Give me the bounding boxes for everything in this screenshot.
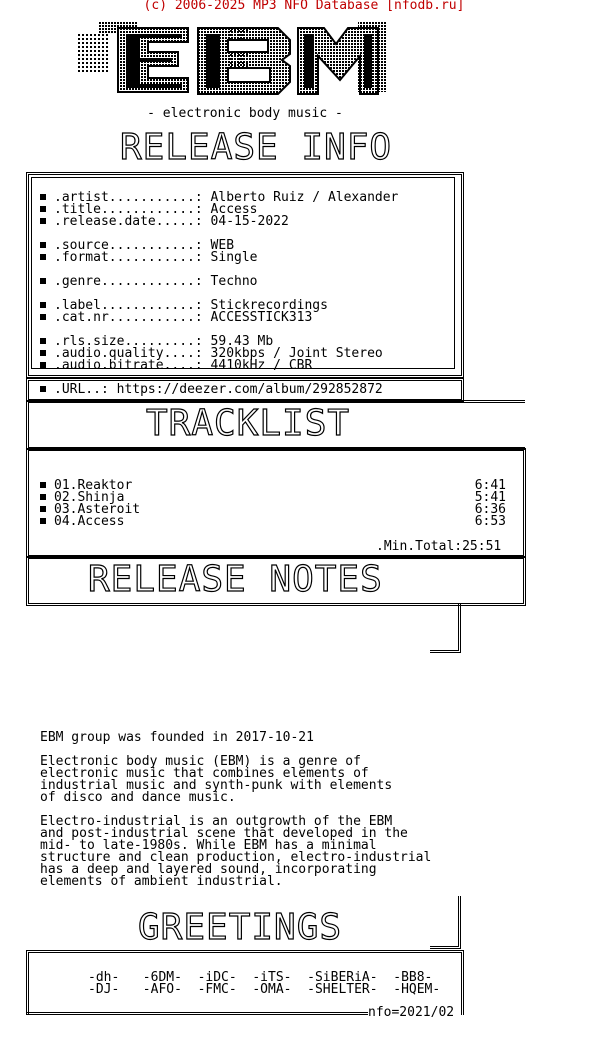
tagline: - electronic body music - — [147, 106, 343, 121]
total-time: .Min.Total:25:51 — [376, 539, 502, 554]
bullet-icon — [40, 518, 46, 524]
heading-greetings: GREETINGS — [138, 907, 343, 948]
info-key: .audio.quality....: — [54, 346, 203, 361]
bullet-icon — [40, 302, 46, 308]
info-row — [40, 360, 312, 372]
track-duration: 5:41 — [474, 490, 506, 505]
bullet-icon — [40, 338, 46, 344]
heading-release-notes: RELEASE NOTES — [88, 559, 383, 600]
info-value: ACCESSTICK313 — [210, 310, 313, 325]
info-key: .format...........: — [54, 250, 203, 265]
heading-release-info: RELEASE INFO — [120, 127, 393, 168]
info-key: .cat.nr...........: — [54, 310, 203, 325]
info-row — [40, 252, 258, 264]
bullet-icon — [40, 506, 46, 512]
greetings-heading-frame — [430, 896, 461, 949]
ebm-logo — [78, 22, 388, 102]
bullet-icon — [40, 278, 46, 284]
info-key: .genre............: — [54, 274, 203, 289]
info-row — [40, 216, 289, 228]
info-key: .title............: — [54, 202, 203, 217]
url-value[interactable]: https://deezer.com/album/292852872 — [116, 382, 383, 397]
info-value: 04-15-2022 — [210, 214, 289, 229]
greetings-line-2: -DJ- -AFO- -FMC- -OMA- -SHELTER- -HQEM- — [88, 982, 441, 997]
bullet-icon — [40, 254, 46, 260]
info-row — [40, 276, 258, 288]
notes-founded: EBM group was founded in 2017-10-21 — [40, 730, 314, 745]
greetings-line-1: -dh- -6DM- -iDC- -iTS- -SiBERiA- -BB8- — [88, 970, 433, 985]
info-value: Alberto Ruiz / Alexander — [210, 190, 399, 205]
bullet-icon — [40, 194, 46, 200]
info-key: .artist...........: — [54, 190, 203, 205]
info-value: 59.43 Mb — [210, 334, 274, 349]
bullet-icon — [40, 218, 46, 224]
info-key: .audio.bitrate....: — [54, 358, 203, 373]
footer-nfo-date: nfo=2021/02 — [368, 1005, 455, 1020]
notes-paragraph-1: Electronic body music (EBM) is a genre of electronic music that combines elements of industrial music and synth-punk with elements of disco and dance music. — [40, 754, 393, 805]
bullet-icon — [40, 482, 46, 488]
track-title: 01.Reaktor — [54, 478, 133, 493]
bullet-icon — [40, 350, 46, 356]
copyright-line: (c) 2006-2025 MP3 NFO Database [nfodb.ru] — [143, 0, 465, 13]
bullet-icon — [40, 314, 46, 320]
info-value: 320kbps / Joint Stereo — [210, 346, 383, 361]
heading-tracklist: TRACKLIST — [146, 403, 351, 444]
info-key: .release.date.....: — [54, 214, 203, 229]
footer-rule — [26, 1012, 368, 1015]
info-value: WEB — [210, 238, 235, 253]
bullet-icon — [40, 362, 46, 368]
track-duration: 6:36 — [474, 502, 506, 517]
notes-paragraph-2: Electro-industrial is an outgrowth of the EBM and post-industrial scene that developed in the mid- to late-1980s. While EBM has a minimal structure and clean production, electro-industrial has a deep and layered sound, incorporating elements of ambient industrial. — [40, 814, 432, 889]
bullet-icon — [40, 494, 46, 500]
info-value: Single — [210, 250, 258, 265]
info-value: 4410kHz / CBR — [210, 358, 313, 373]
info-key: .rls.size.........: — [54, 334, 203, 349]
info-key: .label............: — [54, 298, 203, 313]
url-label: .URL..: — [54, 382, 109, 397]
track-list — [40, 480, 506, 540]
bullet-icon — [40, 386, 46, 392]
track-title: 02.Shinja — [54, 490, 125, 505]
notes-connector-frame — [430, 604, 461, 653]
track-duration: 6:53 — [474, 514, 506, 529]
track-duration: 6:41 — [474, 478, 506, 493]
track-title: 03.Asteroit — [54, 502, 141, 517]
logo-graphic — [78, 22, 388, 98]
info-key: .source...........: — [54, 238, 203, 253]
bullet-icon — [40, 206, 46, 212]
info-row — [40, 312, 312, 324]
info-value: Stickrecordings — [210, 298, 328, 313]
info-value: Techno — [210, 274, 258, 289]
bullet-icon — [40, 242, 46, 248]
track-title: 04.Access — [54, 514, 125, 529]
info-value: Access — [210, 202, 258, 217]
url-row — [40, 384, 383, 396]
track-row — [40, 516, 506, 528]
